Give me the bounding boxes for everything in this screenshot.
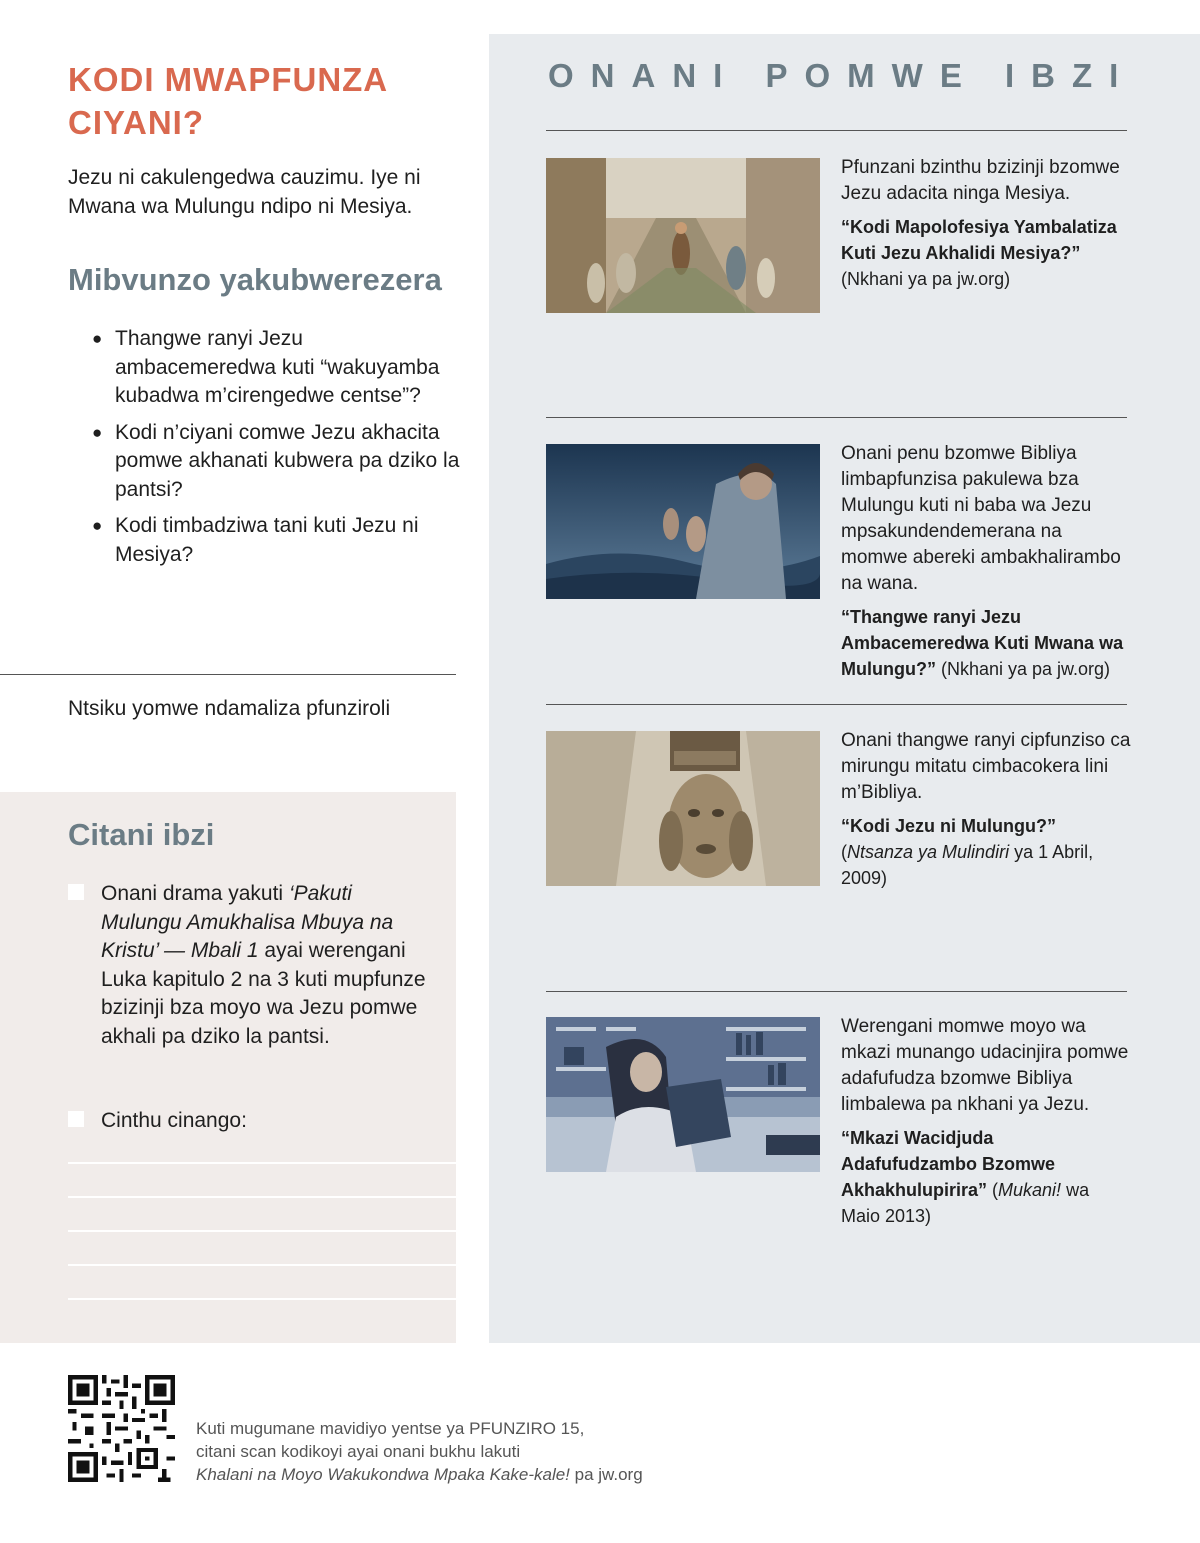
- summary-title: KODI MWAPFUNZA CIYANI?: [68, 61, 387, 141]
- explore-title: ONANI POMWE IBZI: [548, 57, 1136, 94]
- divider: [546, 704, 1127, 705]
- bullet-icon: ●: [92, 422, 103, 442]
- do-this-task: [68, 880, 438, 1051]
- woman-reading-image[interactable]: [546, 1017, 820, 1172]
- writing-line[interactable]: [68, 1162, 456, 1164]
- article-source: ya 1 Abril, 2009): [841, 842, 1094, 888]
- review-question-text: Kodi n’ciyani comwe Jezu akhacita pomwe akhanati kubwera pa dziko la pantsi?: [115, 420, 460, 501]
- do-this-title: Citani ibzi: [68, 817, 215, 852]
- task-text-part: Onani drama yakuti: [101, 882, 289, 905]
- footer-line: Kuti mugumane mavidiyo yentse ya PFUNZIRO 15,: [196, 1419, 585, 1438]
- explore-item-reference[interactable]: [841, 813, 1131, 891]
- review-question: [92, 325, 462, 411]
- review-question: [92, 512, 462, 569]
- task-checkbox[interactable]: [68, 884, 84, 900]
- article-source: (: [987, 1180, 999, 1200]
- explore-item-reference[interactable]: [841, 1125, 1131, 1229]
- writing-line[interactable]: [68, 1298, 456, 1300]
- task-text-part: ayai werengani Luka kapitulo 2 na 3 kuti mupfunze bzizinji bza moyo wa Jezu pomwe akhali pa dziko la pantsi.: [101, 939, 426, 1048]
- explore-item-description: Onani thangwe ranyi cipfunziso ca mirungu mitatu cimbacokera lini m’Bibliya.: [841, 730, 1131, 803]
- review-question-text: Kodi timbadziwa tani kuti Jezu ni Mesiya?: [115, 514, 419, 566]
- completion-date-label: Ntsiku yomwe ndamaliza pfunziroli: [68, 697, 391, 720]
- footer-line: [196, 1463, 756, 1486]
- article-title[interactable]: “Kodi Jezu ni Mulungu?”: [841, 816, 1056, 836]
- review-question: [92, 419, 462, 505]
- do-this-panel: [0, 792, 456, 1343]
- publication-title: Mukani!: [998, 1180, 1062, 1200]
- article-source: wa Maio 2013): [841, 1180, 1090, 1226]
- book-title: Khalani na Moyo Wakukondwa Mpaka Kake-kale!: [196, 1465, 570, 1484]
- trinity-stone-carving-image[interactable]: [546, 731, 820, 886]
- divider: [546, 130, 1127, 131]
- do-this-task-other: [68, 1107, 438, 1136]
- bullet-icon: ●: [92, 329, 103, 348]
- explore-item-reference[interactable]: [841, 604, 1131, 682]
- jesus-entering-jerusalem-image[interactable]: [546, 158, 820, 313]
- footer-line: citani scan kodikoyi ayai onani bukhu lakuti: [196, 1442, 521, 1461]
- article-title[interactable]: “Mkazi Wacidjuda Adafufudzambo Bzomwe Akhakhulupirira”: [841, 1128, 1055, 1200]
- explore-item-description: Onani penu bzomwe Bibliya limbapfunzisa pakulewa bza Mulungu kuti ni baba wa Jezu mpsakundendemerana na momwe abereki ambakhalirambo na wana.: [841, 443, 1121, 594]
- explore-item: [841, 728, 1131, 891]
- article-source: (Nkhani ya pa jw.org): [935, 659, 1111, 679]
- writing-line[interactable]: [68, 1264, 456, 1266]
- bullet-icon: ●: [92, 516, 103, 535]
- divider: [546, 991, 1127, 992]
- article-title[interactable]: “Kodi Mapolofesiya Yambalatiza Kuti Jezu Akhalidi Mesiya?”: [841, 217, 1117, 263]
- task-checkbox[interactable]: [68, 1111, 84, 1127]
- article-source: (: [841, 842, 847, 862]
- explore-item-reference[interactable]: [841, 214, 1131, 292]
- summary-text: Jezu ni cakulengedwa cauzimu. Iye ni Mwana wa Mulungu ndipo ni Mesiya.: [68, 166, 421, 218]
- divider: [0, 674, 456, 675]
- explore-item: [841, 441, 1131, 682]
- qr-code-icon[interactable]: [68, 1375, 175, 1482]
- footer-text: [196, 1417, 756, 1486]
- explore-item-description: Werengani momwe moyo wa mkazi munango udacinjira pomwe adafufudza bzomwe Bibliya limbalewa pa nkhani ya Jezu.: [841, 1016, 1129, 1115]
- do-this-task-text: Cinthu cinango:: [101, 1109, 247, 1132]
- explore-item: [841, 1014, 1131, 1229]
- publication-title: Ntsanza ya Mulindiri: [847, 842, 1010, 862]
- jesus-praying-image[interactable]: [546, 444, 820, 599]
- article-title[interactable]: “Thangwe ranyi Jezu Ambacemeredwa Kuti Mwana wa Mulungu?”: [841, 607, 1124, 679]
- explore-item: [841, 155, 1131, 292]
- do-this-task-text: [68, 880, 438, 1051]
- divider: [546, 417, 1127, 418]
- writing-line[interactable]: [68, 1230, 456, 1232]
- footer-line-end: pa jw.org: [569, 1465, 643, 1484]
- writing-line[interactable]: [68, 1196, 456, 1198]
- video-title: ‘Pakuti Mulungu Amukhalisa Mbuya na Kristu’ — Mbali 1: [101, 882, 394, 962]
- review-question-text: Thangwe ranyi Jezu ambacemeredwa kuti “wakuyamba kubadwa m’cirengedwe centse”?: [115, 327, 440, 407]
- review-questions-title: Mibvunzo yakubwerezera: [68, 262, 442, 297]
- explore-item-description: Pfunzani bzinthu bzizinji bzomwe Jezu adacita ninga Mesiya.: [841, 157, 1120, 204]
- review-question-list: [92, 325, 462, 577]
- article-source: (Nkhani ya pa jw.org): [841, 269, 1011, 289]
